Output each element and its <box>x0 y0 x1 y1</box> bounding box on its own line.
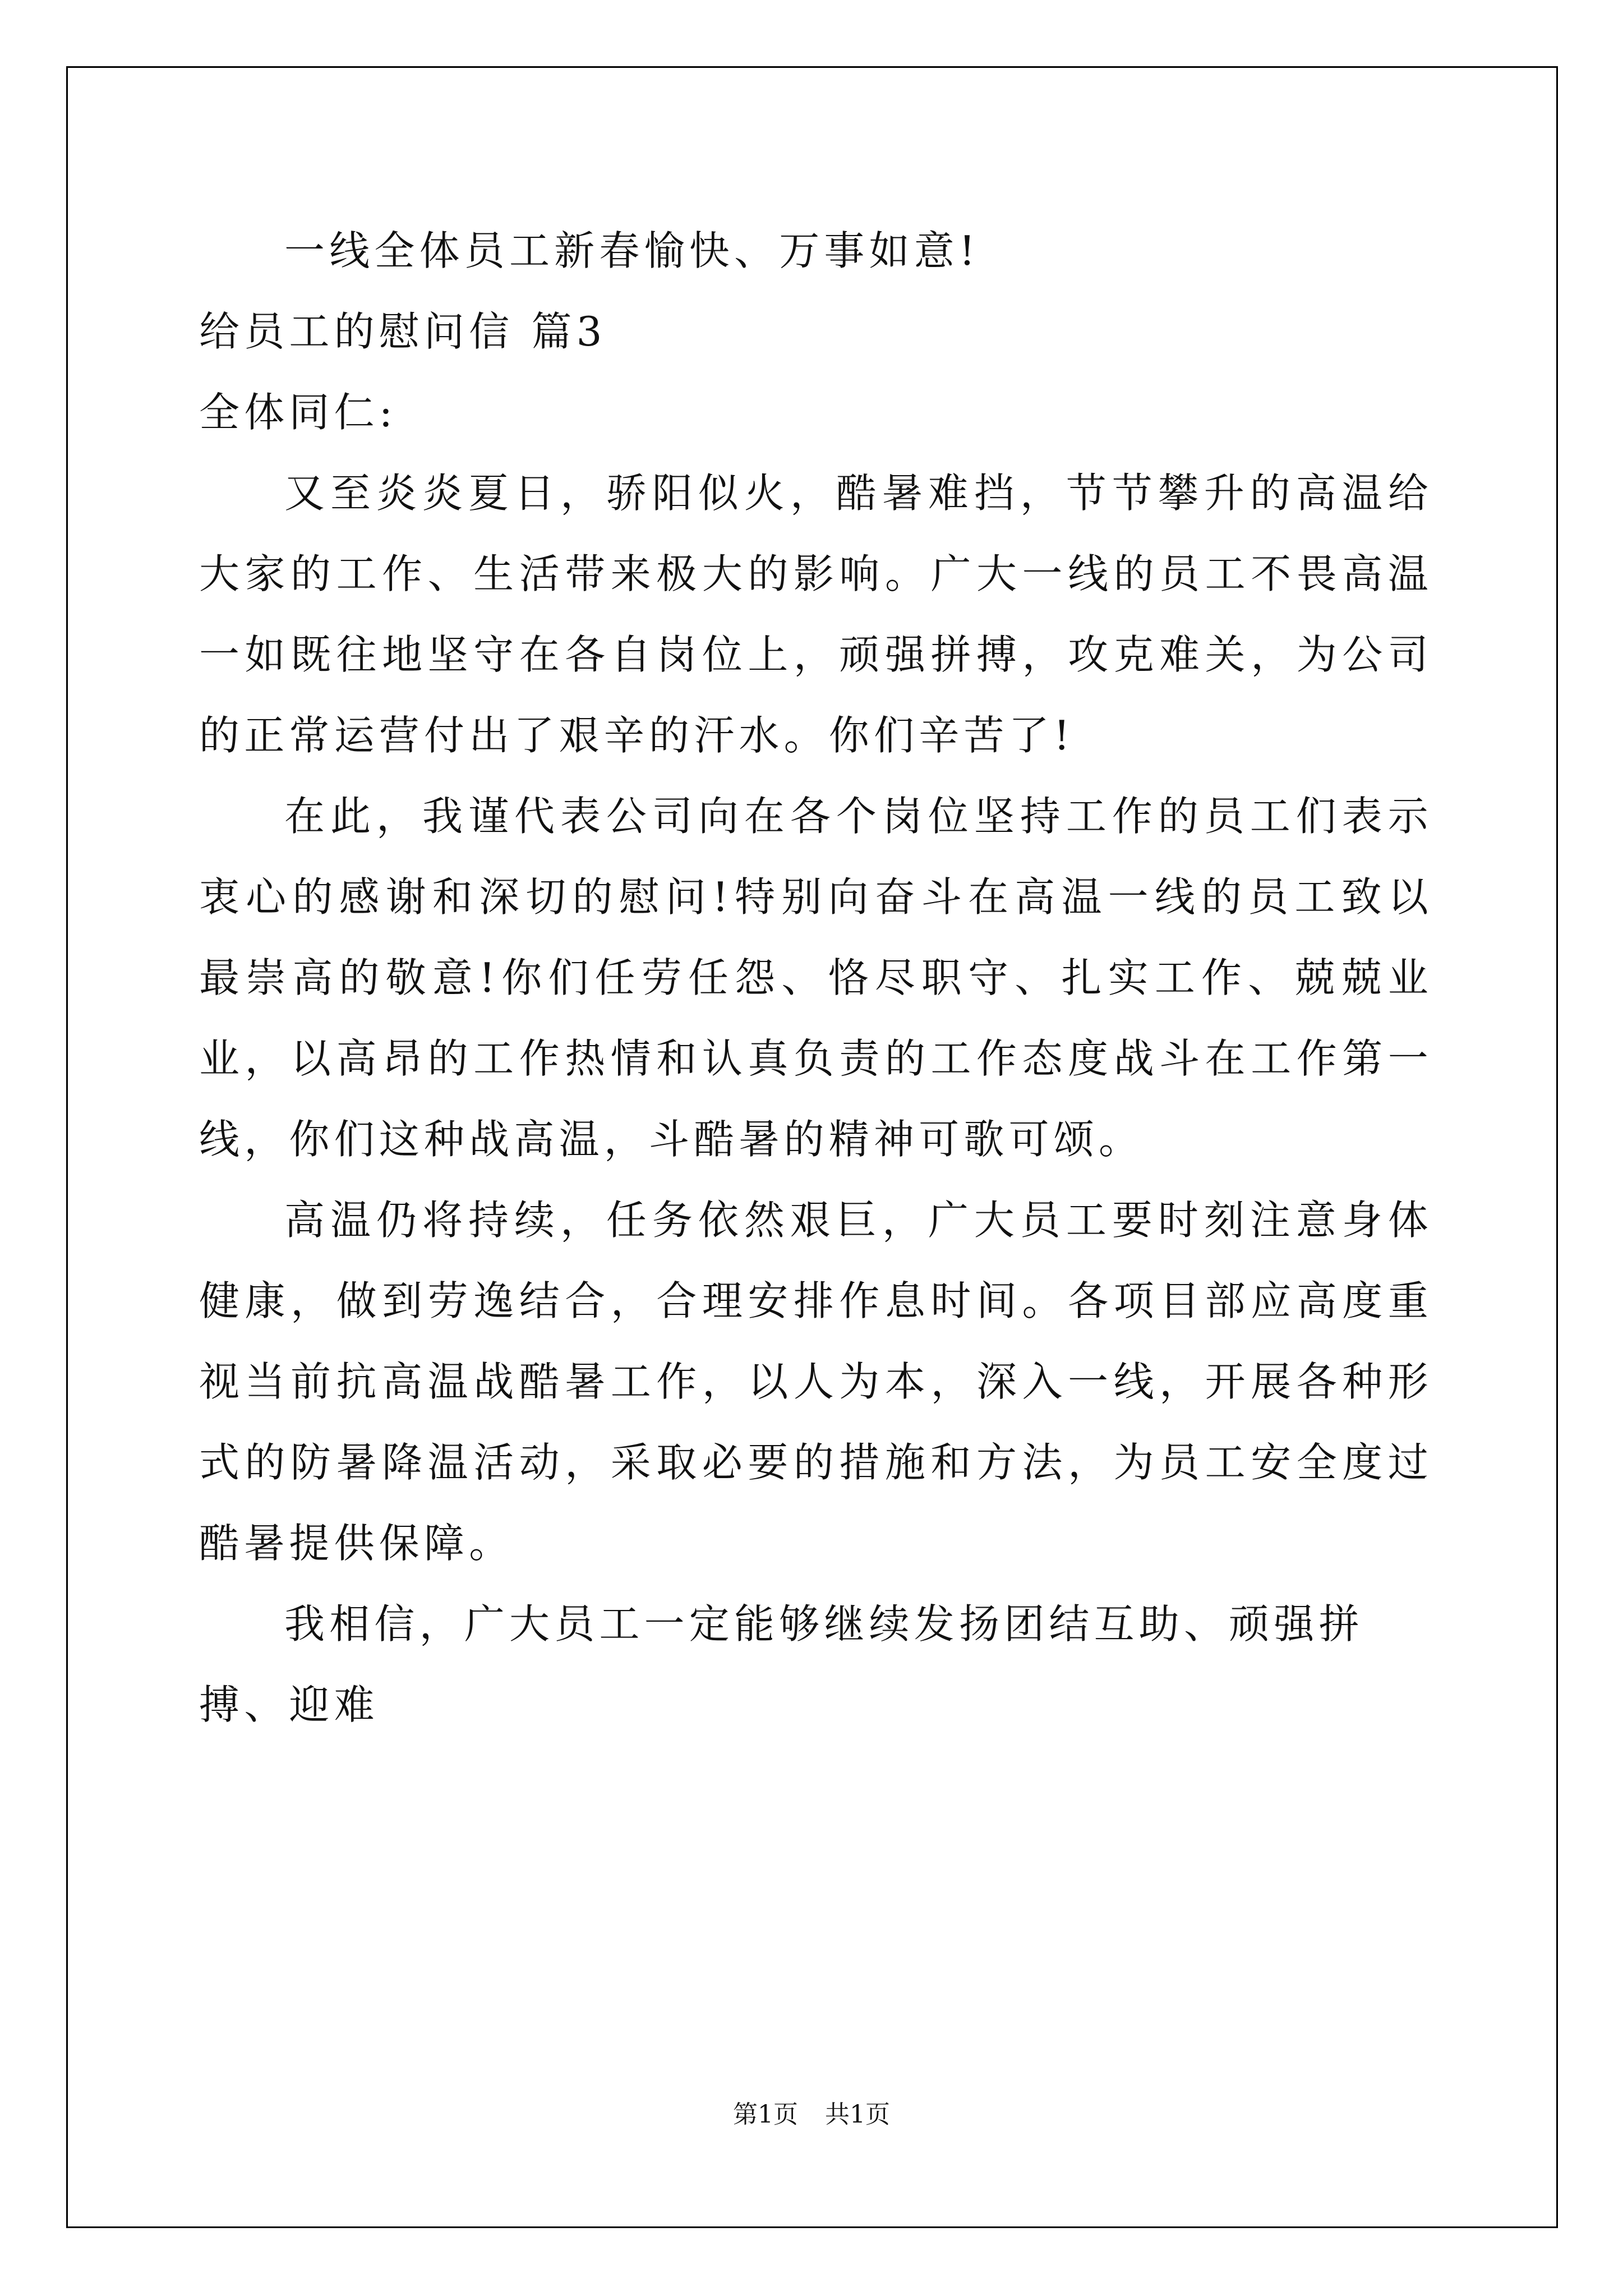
salutation: 全体同仁: <box>199 389 398 436</box>
closing-greeting: 一线全体员工新春愉快、万事如意! <box>284 227 980 274</box>
paragraph-3: 高温仍将持续，任务依然艰巨，广大员工要时刻注意身体健康，做到劳逸结合，合理安排作息时间。各项目部应高度重视当前抗高温战酷暑工作，以人为本，深入一线，开展各种形式的防暑降温活动，采取必要的措施和方法，为员工安全度过酷暑提供保障。 <box>199 1197 1433 1567</box>
section-title: 给员工的慰问信 篇3 <box>199 308 607 355</box>
document-body <box>199 210 1433 1745</box>
page-number-current: 第1页 <box>733 2100 798 2129</box>
page-number-total: 共1页 <box>825 2100 890 2129</box>
page-footer <box>0 2098 1623 2132</box>
paragraph-1: 又至炎炎夏日，骄阳似火，酷暑难挡，节节攀升的高温给大家的工作、生活带来极大的影响。广大一线的员工不畏高温一如既往地坚守在各自岗位上，顽强拼搏，攻克难关，为公司的正常运营付出了艰辛的汗水。你们辛苦了! <box>199 470 1433 759</box>
paragraph-2: 在此，我谨代表公司向在各个岗位坚持工作的员工们表示衷心的感谢和深切的慰问!特别向奋斗在高温一线的员工致以最崇高的敬意!你们任劳任怨、恪尽职守、扎实工作、兢兢业业，以高昂的工作热情和认真负责的工作态度战斗在工作第一线，你们这种战高温，斗酷暑的精神可歌可颂。 <box>199 793 1433 1163</box>
paragraph-4: 我相信，广大员工一定能够继续发扬团结互助、顽强拼搏、迎难 <box>199 1600 1364 1728</box>
